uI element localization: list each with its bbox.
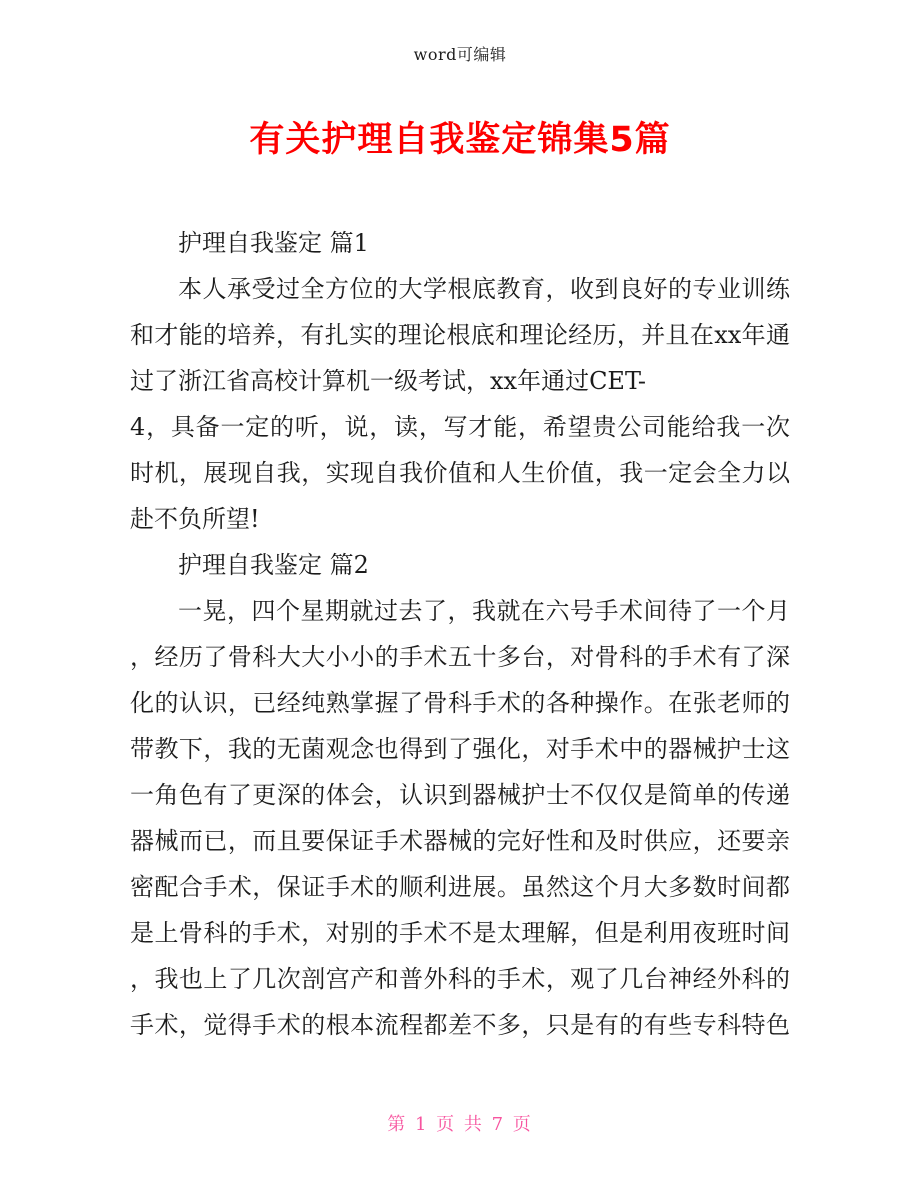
text-line: 时机，展现自我，实现自我价值和人生价值，我一定会全力以 <box>130 459 790 487</box>
text-line: 密配合手术，保证手术的顺利进展。虽然这个月大多数时间都 <box>130 873 790 901</box>
text-line: 化的认识，已经纯熟掌握了骨科手术的各种操作。在张老师的 <box>130 689 790 717</box>
text-line: ，经历了骨科大大小小的手术五十多台，对骨科的手术有了深 <box>130 643 790 671</box>
text-line: 带教下，我的无菌观念也得到了强化，对手术中的器械护士这 <box>130 735 790 763</box>
text-line: ，我也上了几次剖宫产和普外科的手术，观了几台神经外科的 <box>130 965 790 993</box>
text-line: 赴不负所望! <box>130 505 260 533</box>
page-number-footer: 第 1 页 共 7 页 <box>387 1114 533 1135</box>
text-line: 4，具备一定的听，说，读，写才能，希望贵公司能给我一次 <box>130 413 790 441</box>
document-body <box>130 220 790 1048</box>
text-line: 器械而已，而且要保证手术器械的完好性和及时供应，还要亲 <box>130 827 790 855</box>
text-line: 一晃，四个星期就过去了，我就在六号手术间待了一个月 <box>178 597 790 625</box>
text-line: 是上骨科的手术，对别的手术不是太理解，但是利用夜班时间 <box>130 919 790 947</box>
text-line: 和才能的培养，有扎实的理论根底和理论经历，并且在xx年通 <box>130 321 790 349</box>
text-line: 本人承受过全方位的大学根底教育，收到良好的专业训练 <box>178 275 790 303</box>
text-line: 过了浙江省高校计算机一级考试，xx年通过CET- <box>130 367 646 395</box>
document-title: 有关护理自我鉴定锦集5篇 <box>249 120 671 160</box>
text-line: 一角色有了更深的体会，认识到器械护士不仅仅是简单的传递 <box>130 781 790 809</box>
watermark-text: word可编辑 <box>413 45 507 64</box>
text-line: 护理自我鉴定 篇1 <box>178 229 369 257</box>
text-line: 手术，觉得手术的根本流程都差不多，只是有的有些专科特色 <box>130 1011 790 1039</box>
text-line: 护理自我鉴定 篇2 <box>178 551 369 579</box>
